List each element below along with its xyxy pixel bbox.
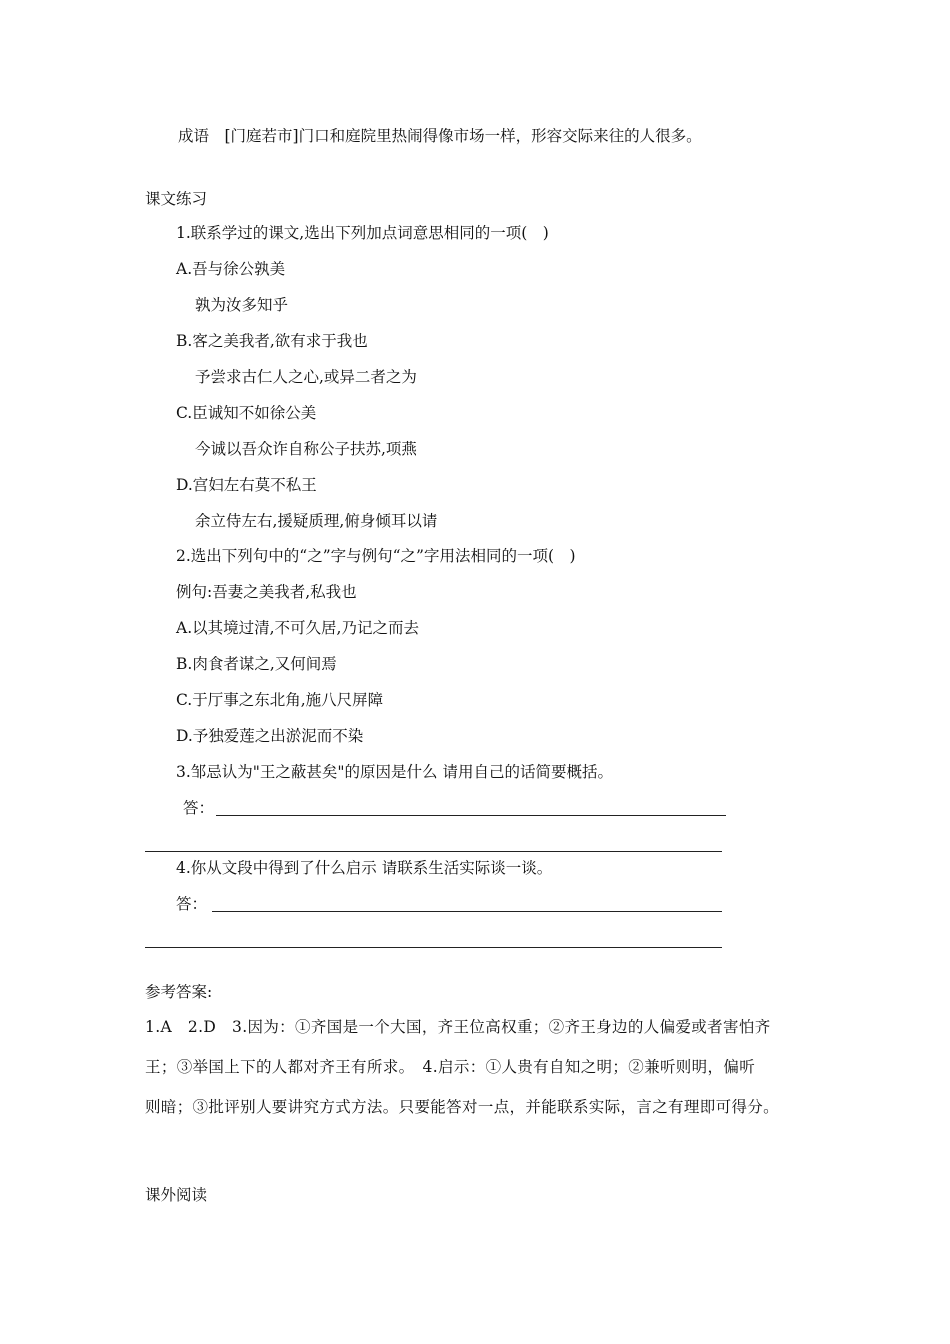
answer-key-line-2: 王；③举国上下的人都对齐王有所求。 4.启示：①人贵有自知之明；②兼听则明，偏听 (145, 1058, 756, 1076)
question-1-option-d-pair: 余立侍左右,援疑质理,俯身倾耳以请 (195, 512, 438, 530)
question-3-answer-label: 答： (183, 799, 215, 817)
question-2-option-c: C.于厅事之东北角,施八尺屏障 (176, 691, 384, 709)
question-1-stem: 1.联系学过的课文,选出下列加点词意思相同的一项( ) (176, 224, 549, 242)
question-1-option-d: D.宫妇左右莫不私王 (176, 476, 317, 494)
answer-key-line-1: 1.A 2.D 3.因为：①齐国是一个大国，齐王位高权重；②齐王身边的人偏爱或者害怕齐 (145, 1018, 771, 1036)
question-2-option-a: A.以其境过清,不可久居,乃记之而去 (176, 619, 419, 637)
question-1-option-c-pair: 今诚以吾众诈自称公子扶苏,项燕 (195, 440, 417, 458)
question-2-example: 例句:吾妻之美我者,私我也 (176, 583, 357, 601)
section-title-extra-reading: 课外阅读 (145, 1186, 208, 1204)
idiom-note: 成语 [门庭若市]门口和庭院里热闹得像市场一样，形容交际来往的人很多。 (178, 127, 702, 145)
question-4-answer-line-1[interactable] (212, 911, 722, 912)
section-title-answers: 参考答案: (145, 983, 213, 1001)
question-2-option-b: B.肉食者谋之,又何间焉 (176, 655, 337, 673)
question-2-option-d: D.予独爱莲之出淤泥而不染 (176, 727, 364, 745)
question-1-option-b: B.客之美我者,欲有求于我也 (176, 332, 368, 350)
question-4-stem: 4.你从文段中得到了什么启示 请联系生活实际谈一谈。 (176, 859, 553, 877)
question-1-option-a-pair: 孰为汝多知乎 (195, 296, 289, 314)
question-3-answer-line-2[interactable] (145, 851, 722, 852)
question-3-stem: 3.邹忌认为"王之蔽甚矣"的原因是什么 请用自己的话简要概括。 (176, 763, 613, 781)
section-title-exercises: 课文练习 (145, 190, 208, 208)
question-1-option-b-pair: 予尝求古仁人之心,或异二者之为 (195, 368, 417, 386)
answer-key-line-3: 则暗；③批评别人要讲究方式方法。只要能答对一点，并能联系实际，言之有理即可得分。 (145, 1098, 780, 1116)
question-3-answer-line-1[interactable] (216, 815, 726, 816)
question-1-option-c: C.臣诚知不如徐公美 (176, 404, 317, 422)
question-2-stem: 2.选出下列句中的“之”字与例句“之”字用法相同的一项( ) (176, 547, 576, 565)
question-1-option-a: A.吾与徐公孰美 (176, 260, 286, 278)
question-4-answer-line-2[interactable] (145, 947, 722, 948)
question-4-answer-label: 答： (176, 895, 208, 913)
